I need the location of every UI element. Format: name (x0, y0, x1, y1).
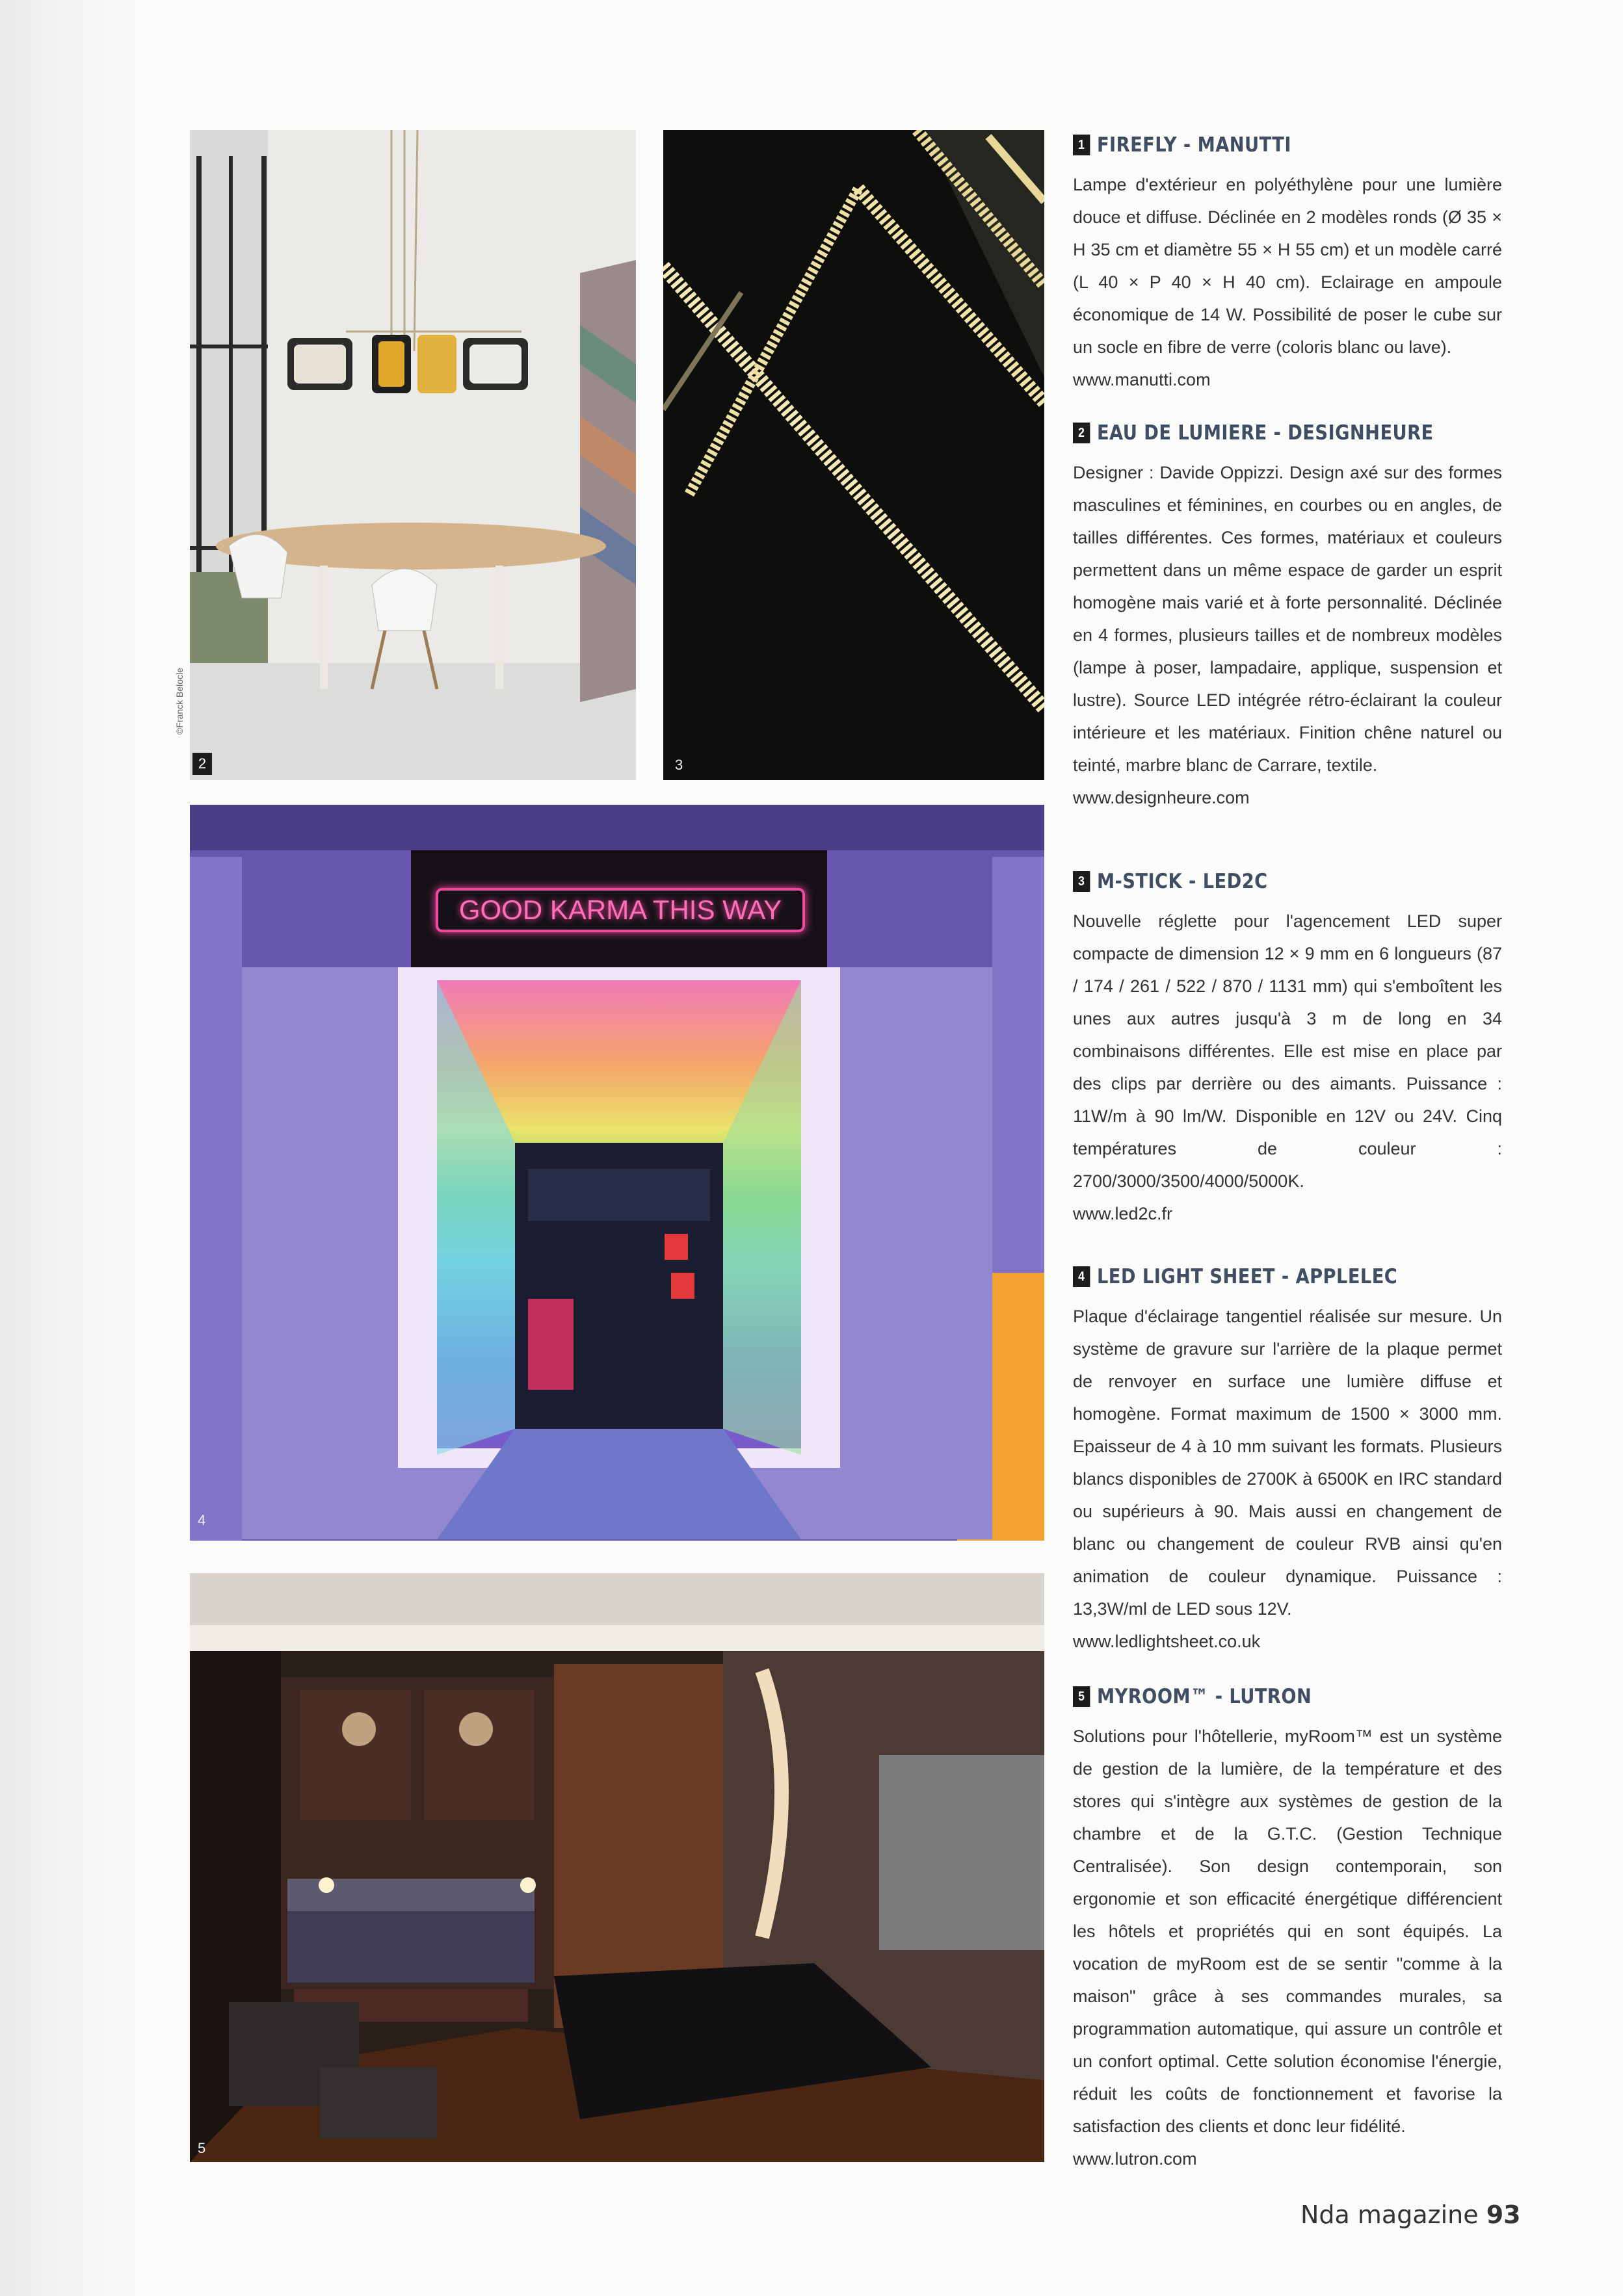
article-body: Nouvelle réglette pour l'agencement LED super compacte de dimension 12 × 9 mm en 6 longueurs (87 / 174 / 261 / 522 / 870 / 1131 mm) qui s'emboîtent les unes aux autres jusqu'à 3 m de long en 34 combinaisons différentes. Elle est mise en place par des clips par derrière ou des aimants. Puissance : 11W/m à 90 lm/W. Disponible en 12V ou 24V. Cinq températures de couleur : 2700/3000/3500/4000/5000K. (1073, 911, 1502, 1191)
article-title-text: M-STICK - LED2C (1096, 870, 1268, 893)
article-title (1073, 421, 1451, 445)
article-url[interactable]: www.lutron.com (1073, 2149, 1197, 2169)
photo-m-stick-led (663, 130, 1044, 780)
binding-gutter (0, 0, 143, 2296)
article-firefly (1073, 133, 1502, 396)
article-url[interactable]: www.manutti.com (1073, 370, 1211, 389)
neon-sign (436, 888, 805, 932)
article-myroom (1073, 1685, 1502, 2175)
photo-lutron-hotel-room (190, 1573, 1044, 2162)
article-url[interactable]: www.led2c.fr (1073, 1204, 1173, 1223)
article-title (1073, 133, 1451, 157)
article-number-badge: 1 (1073, 135, 1090, 155)
photo-number-badge: 2 (192, 753, 212, 775)
article-title-text: FIREFLY - MANUTTI (1096, 133, 1291, 157)
article-body: Designer : Davide Oppizzi. Design axé sur des formes masculines et féminines, en courbes ou en angles, de tailles différentes. Ces formes, matériaux et couleurs permettent dans un même espace de garder un esprit homogène mais varié et à forte personnalité. Déclinée en 4 formes, plusieurs tailles et de nombreux modèles (lampe à poser, lampadaire, applique, suspension et lustre). Source LED intégrée rétro-éclairant la couleur intérieure et les matériaux. Finition chêne naturel ou teinté, marbre blanc de Carrare, textile. (1073, 463, 1502, 775)
page-number: 93 (1486, 2200, 1521, 2229)
photo-credit: ©Franck Belocle (174, 668, 185, 735)
article-title-text: MYROOM™ - LUTRON (1096, 1685, 1312, 1708)
article-number-badge: 5 (1073, 1686, 1090, 1707)
neon-sign-text: GOOD KARMA THIS WAY (458, 894, 782, 925)
article-number-badge: 4 (1073, 1266, 1090, 1287)
article-number-badge: 2 (1073, 423, 1090, 443)
article-url[interactable]: www.designheure.com (1073, 788, 1250, 807)
article-title (1073, 1265, 1451, 1288)
article-number-badge: 3 (1073, 871, 1090, 892)
article-title (1073, 870, 1451, 893)
photo-number: 3 (675, 757, 683, 773)
article-body: Solutions pour l'hôtellerie, myRoom™ est un système de gestion de la lumière, de la température et des stores qui s'intègre aux systèmes de gestion de la chambre et de la G.T.C. (Gestion Technique Centralisée). Son design contemporain, son ergonomie et son efficacité énergétique différencient les hôtels et propriétés qui en sont équipés. La vocation de myRoom est de se sentir "comme à la maison" grâce à ses commandes murales, sa programmation automatique, qui assure un contrôle et un confort optimal. Cette solution économise l'énergie, réduit les coûts de fonctionnement et favorise la satisfaction des clients et donc leur fidélité. (1073, 1727, 1502, 2136)
article-url[interactable]: www.ledlightsheet.co.uk (1073, 1632, 1261, 1651)
article-title-text: LED LIGHT SHEET - APPLELEC (1096, 1265, 1398, 1288)
photo-number: 4 (198, 1512, 206, 1528)
page-footer (1300, 2200, 1521, 2229)
article-eau-de-lumiere (1073, 421, 1502, 814)
article-body: Lampe d'extérieur en polyéthylène pour une lumière douce et diffuse. Déclinée en 2 modèles ronds (Ø 35 × H 35 cm et diamètre 55 × H 55 cm) et un modèle carré (L 40 × P 40 × H 40 cm). Eclairage en ampoule économique de 14 W. Possibilité de poser le cube sur un socle en fibre de verre (coloris blanc ou lave). (1073, 175, 1502, 357)
photo-designheure-room (190, 130, 636, 780)
photo-number: 5 (198, 2140, 206, 2156)
article-title (1073, 1685, 1451, 1708)
photo-led-light-sheet-corridor (190, 805, 1044, 1541)
article-body: Plaque d'éclairage tangentiel réalisée sur mesure. Un système de gravure sur l'arrière de la plaque permet de renvoyer en surface une lumière diffuse et homogène. Format maximum de 1500 × 3000 mm. Epaisseur de 4 à 10 mm suivant les formats. Plusieurs blancs disponibles de 2700K à 6500K en IRC standard ou supérieurs à 90. Mais aussi en changement de blanc ou changement de couleur RVB ainsi qu'en animation de couleur dynamique. Puissance : 13,3W/ml de LED sous 12V. (1073, 1307, 1502, 1619)
article-m-stick (1073, 870, 1502, 1230)
article-title-text: EAU DE LUMIERE - DESIGNHEURE (1096, 421, 1434, 445)
article-led-light-sheet (1073, 1265, 1502, 1658)
magazine-name: Nda magazine (1300, 2200, 1479, 2229)
